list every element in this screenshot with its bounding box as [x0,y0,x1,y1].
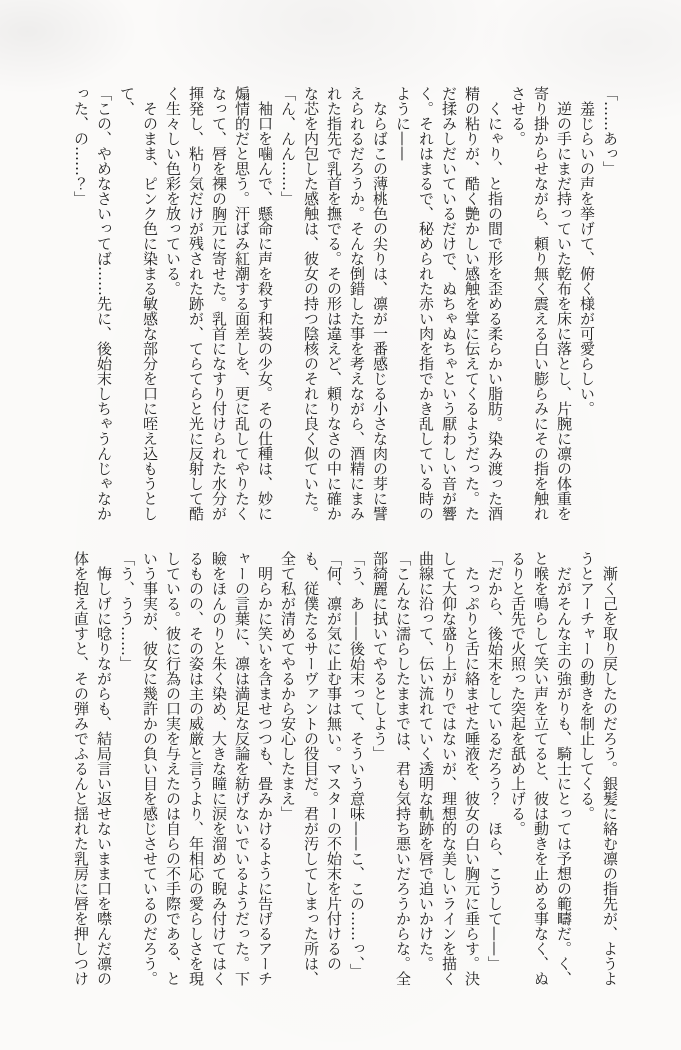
narrative-paragraph: ならばこの薄桃色の尖りは、凛が一番感じる小さな肉の芽に譬えられるだろうか。そんな倒錯した事を考えながら、酒精にまみれた指先で乳首を撫でる。その形は違えど、頼りなさの中に確かな芯を内包した感触は、彼女の持つ陰核のそれに良く似ていた。 [302,86,389,521]
dialogue-line: 「う、あ——後始末って、そういう意味——こ、この……っ、」 [348,551,366,979]
dialogue-line: 「何、凛が気に止む事は無い。マスターの不始末を片付けるのも、従僕たるサーヴァントの役目だ。君が汚してしまった所は、全て私が清めてやるから安心したまえ」 [279,551,343,986]
bottom-text-block [41,551,621,987]
narrative-paragraph: だがそんな主の強がりも、騎士にとっては予想の範疇だ。く、と喉を鳴らして笑い声を立てると、彼は動きを止める事なく、ぬるりと舌先で火照った突起を舐め上げる。 [509,551,573,986]
narrative-paragraph: そのまま、ピンク色に染まる敏感な部分を口に咥え込もうとして、 [118,86,159,521]
narrative-paragraph: 悔しげに唸りながらも、結局言い返せないまま口を噤んだ凛の体を抱え直すと、その弾みでふるんと揺れた乳房に唇を押しつけ [72,551,113,986]
dialogue-line: 「だから、後始末をしているだろう？ ほら、こうして——」 [486,551,504,971]
dialogue-line: 「……あっ」 [601,86,619,176]
dialogue-line: 「この、やめなさいってば……先に、後始末しちゃうんじゃなかった、の……？」 [72,86,113,521]
narrative-paragraph: 漸く己を取り戻したのだろう。銀髪に絡む凛の指先が、ようようとアーチャーの動きを制止してくる。 [578,551,619,986]
narrative-paragraph: たっぷりと舌に絡ませた唾液を、彼女の白い胸元に垂らす。決して大仰な盛り上がりではないが、理想的な美しいラインを描く曲線に沿って、伝い流れていく透明な軌跡を唇で追いかけた。 [417,551,481,986]
dialogue-line: 「ん、んん……」 [279,86,297,206]
narrative-paragraph: くにゃり、と指の間で形を歪める柔らかい脂肪。染み渡った酒精の粘りが、酷く艶かしい感触を掌に伝えてくるようだった。ただ揉みしだいているだけで、ぬちゃぬちゃという厭わしい音が響く。それはまるで、秘められた赤い肉を指でかき乱している時のように—— [394,86,504,521]
top-text-block [41,86,621,522]
narrative-paragraph: 袖口を噛んで、懸命に声を殺す和装の少女。その仕種は、妙に煽情的だと思う。汗ばみ紅潮する面差しを、更に乱してやりたくなって、唇を裸の胸元に寄せた。乳首になすり付けられた水分が揮発し、粘り気だけが残された跡が、てらてらと光に反射して酷く生々しい色彩を放っている。 [164,86,274,521]
narrative-paragraph: 明らかに笑いを含ませつつも、畳みかけるように告げるアーチャーの言葉に、凛は満足な反論を紡げないでいるようだった。下瞼をほんのりと朱く染め、大きな瞳に涙を溜めて睨み付けてはくるものの、その姿は主の威厳と言うより、年相応の愛らしさを現している。彼に行為の口実を与えたのは自らの不手際である、という事実が、彼女に幾許かの負い目を感じさせているのだろう。 [141,551,274,986]
narrative-paragraph: 逆の手にまだ持っていた乾布を床に落とし、片腕に凛の体重を寄り掛からせながら、頼り無く震える白い膨らみにその指を触れさせる。 [509,86,573,521]
dialogue-line: 「こんなに濡らしたままでは、君も気持ち悪いだろうからな。全部綺麗に拭いてやるとしよう」 [371,551,412,986]
dialogue-line: 「う、うう……」 [118,551,136,671]
narrative-paragraph: 羞じらいの声を挙げて、俯く様が可愛らしい。 [578,86,596,416]
